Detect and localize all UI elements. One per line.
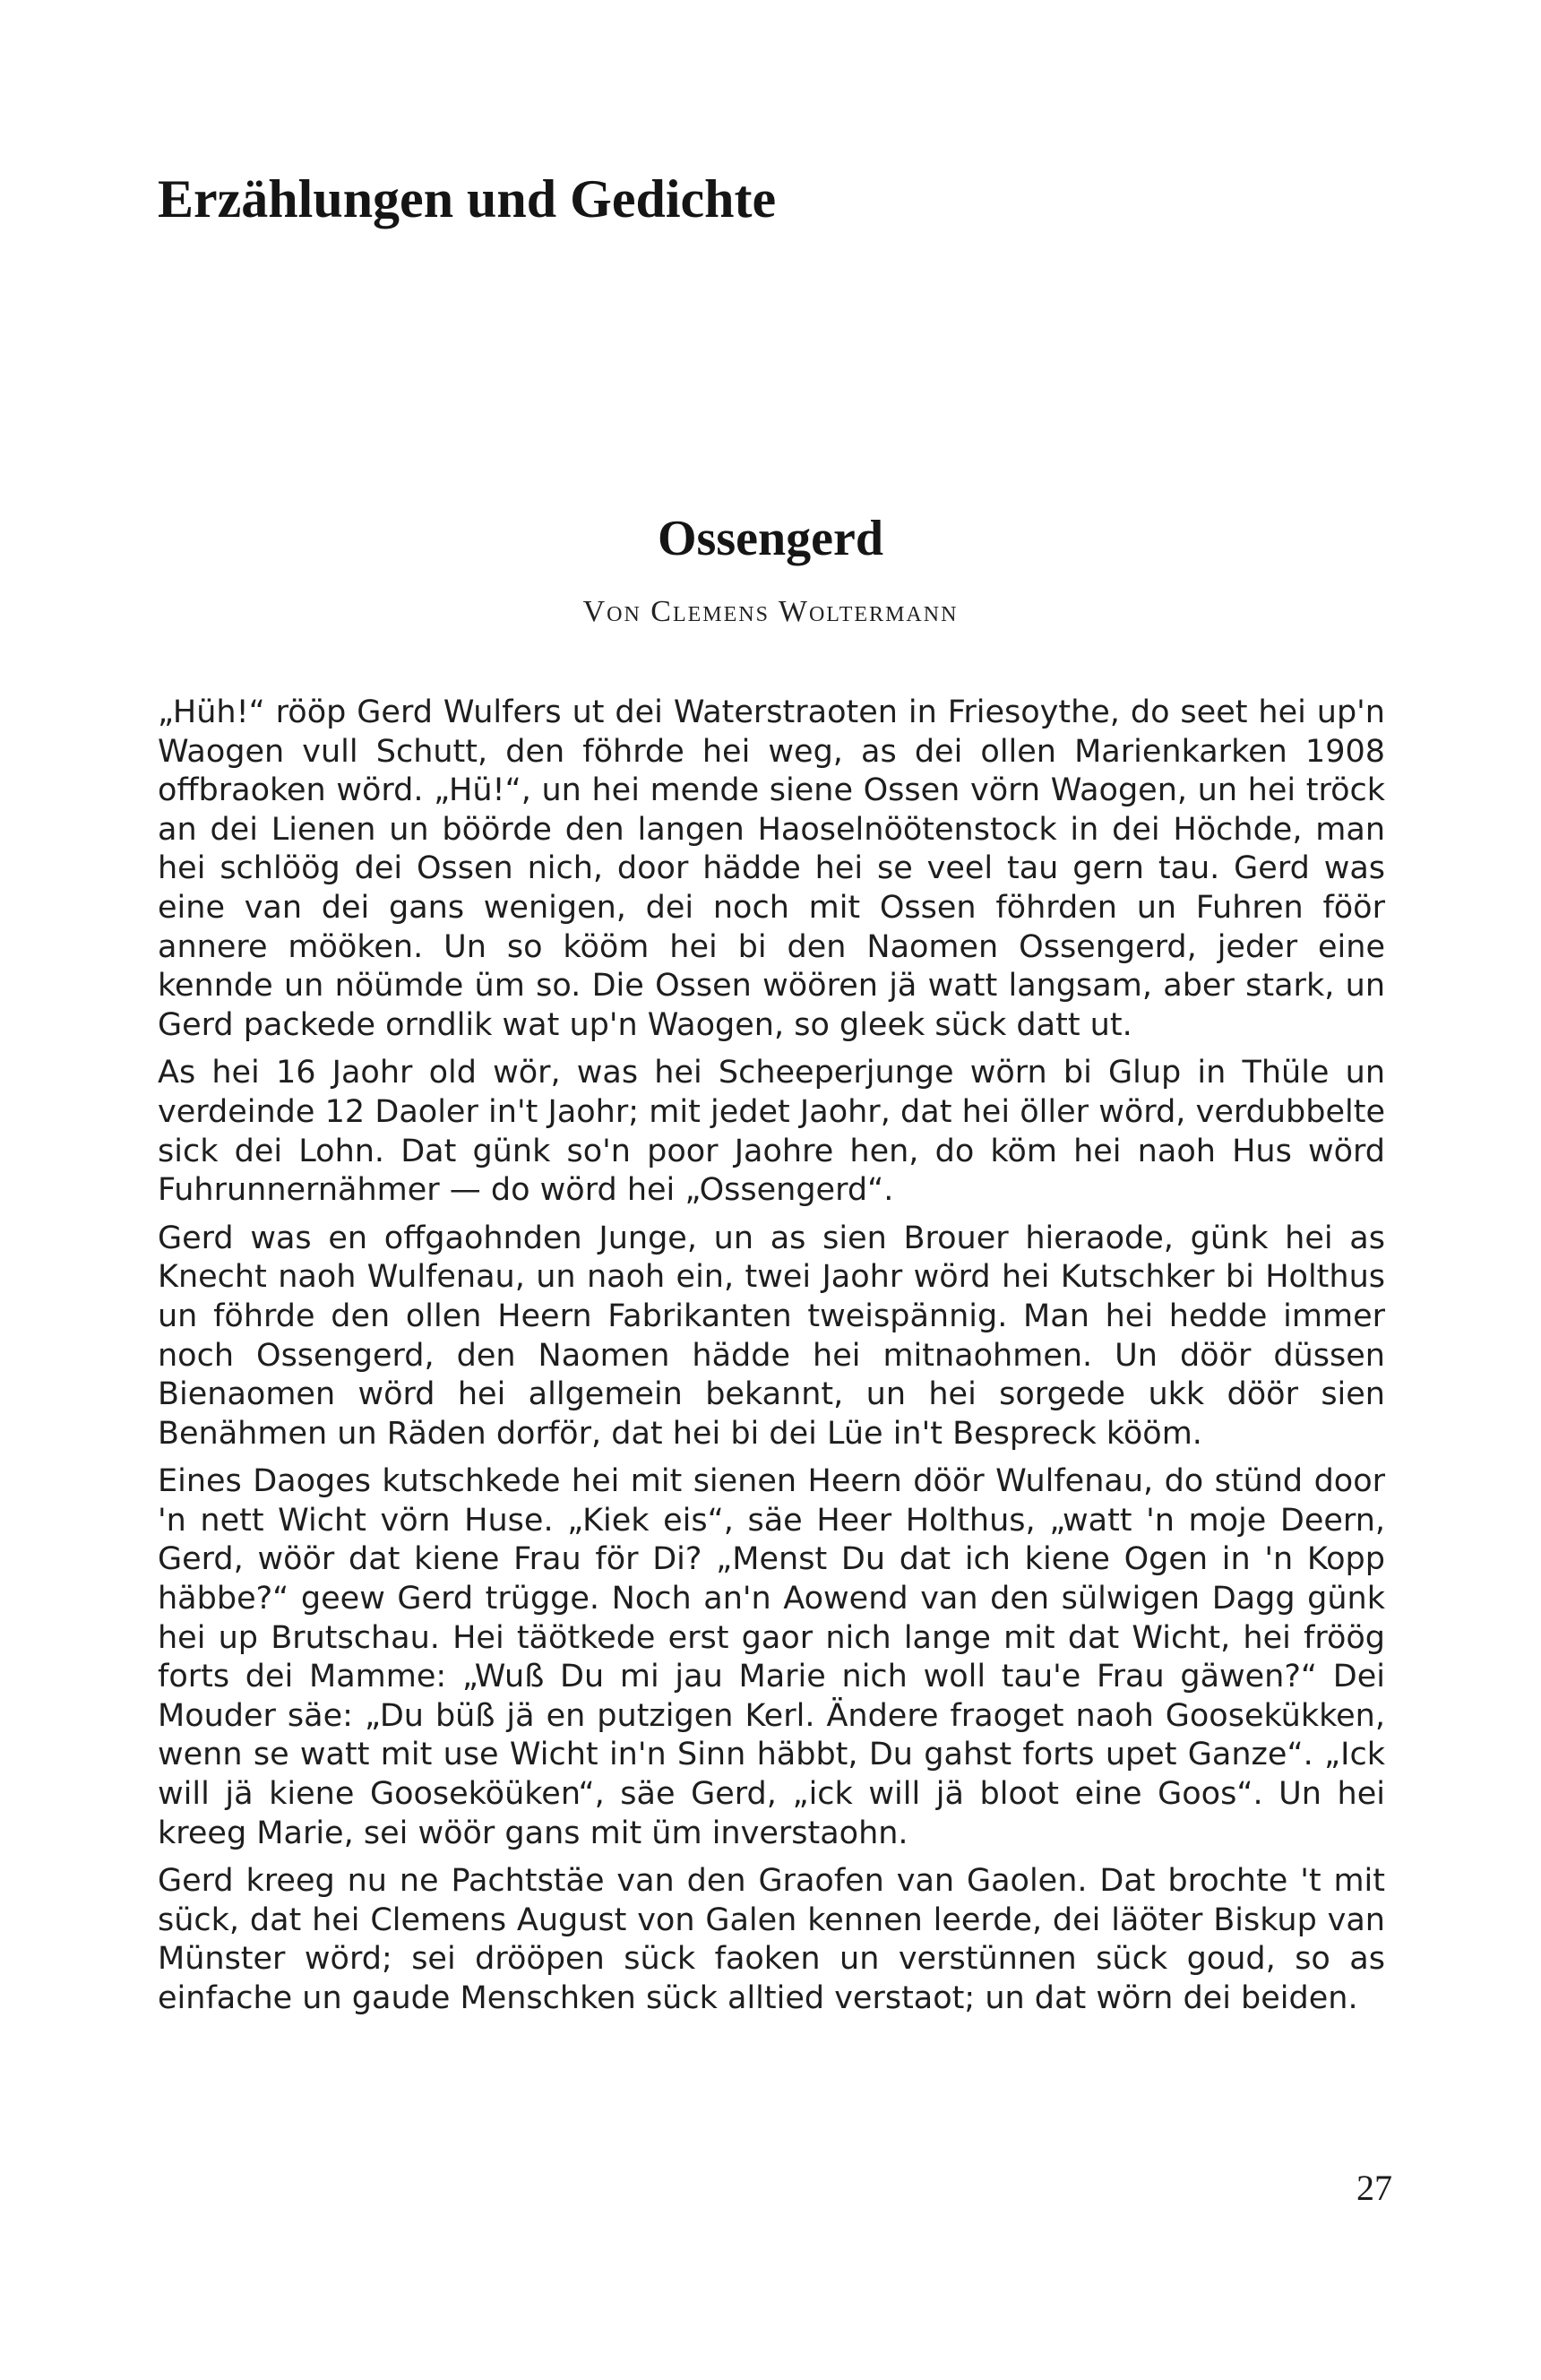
paragraph-1: „Hüh!“ rööp Gerd Wulfers ut dei Waterstraoten in Friesoythe, do seet hei up'n Waogen vull Schutt, den föhrde hei weg, as dei ollen Marienkarken 1908 offbraoken wörd. „Hü!“, un hei mende siene Ossen vörn Waogen, un hei tröck an dei Lienen un böörde den langen Haoselnöötenstock in dei Höchde, man hei schlöög dei Ossen nich, door hädde hei se veel tau gern tau. Gerd was eine van dei gans wenigen, dei noch mit Ossen föhrden un Fuhren föör annere mööken. Un so kööm hei bi den Naomen Ossengerd, jeder eine kennde un nöümde üm so. Die Ossen wöören jä watt langsam, aber stark, un Gerd packede orndlik wat up'n Waogen, so gleek sück datt ut. (158, 694, 1385, 1043)
story-body (158, 694, 1385, 2028)
author-byline: Von Clemens Woltermann (582, 595, 959, 628)
paragraph-4: Eines Daoges kutschkede hei mit sienen Heern döör Wulfenau, do stünd door 'n nett Wicht vörn Huse. „Kiek eis“, säe Heer Holthus, „watt 'n moje Deern, Gerd, wöör dat kiene Frau för Di? „Menst Du dat ich kiene Ogen in 'n Kopp häbbe?“ geew Gerd trügge. Noch an'n Aowend van den sülwigen Dagg günk hei up Brutschau. Hei täötkede erst gaor nich lange mit dat Wicht, hei fröög forts dei Mamme: „Wuß Du mi jau Marie nich woll tau'e Frau gäwen?“ Dei Mouder säe: „Du büß jä en putzigen Kerl. Ändere fraoget naoh Goosekükken, wenn se watt mit use Wicht in'n Sinn häbbt, Du gahst forts upet Ganze“. „Ick will jä kiene Gooseköüken“, säe Gerd, „ick will jä bloot eine Goos“. Un hei kreeg Marie, sei wöör gans mit üm inverstaohn. (158, 1463, 1385, 1851)
story-title: Ossengerd (658, 511, 883, 566)
paragraph-2: As hei 16 Jaohr old wör, was hei Scheeperjunge wörn bi Glup in Thüle un verdeinde 12 Daoler in't Jaohr; mit jedet Jaohr, dat hei öller wörd, verdubbelte sick dei Lohn. Dat günk so'n poor Jaohre hen, do köm hei naoh Hus wörd Fuhrunnernähmer — do wörd hei „Ossengerd“. (158, 1055, 1385, 1209)
paragraph-5: Gerd kreeg nu ne Pachtstäe van den Graofen van Gaolen. Dat brochte 't mit sück, dat hei Clemens August von Galen kennen leerde, dei läöter Biskup van Münster wörd; sei drööpen sück faoken un verstünnen sück goud, so as einfache un gaude Menschken sück alltied verstaot; un dat wörn dei beiden. (158, 1863, 1385, 2016)
paragraph-3: Gerd was en offgaohnden Junge, un as sien Brouer hieraode, günk hei as Knecht naoh Wulfenau, un naoh ein, twei Jaohr wörd hei Kutschker bi Holthus un föhrde den ollen Heern Fabrikanten tweispännig. Man hei hedde immer noch Ossengerd, den Naomen hädde hei mitnaohmen. Un döör düssen Bienaomen wörd hei allgemein bekannt, un hei sorgede ukk döör sien Benähmen un Räden dorför, dat hei bi dei Lüe in't Bespreck kööm. (158, 1220, 1385, 1452)
page-number: 27 (1356, 2168, 1392, 2208)
section-title: Erzählungen und Gedichte (158, 169, 777, 229)
